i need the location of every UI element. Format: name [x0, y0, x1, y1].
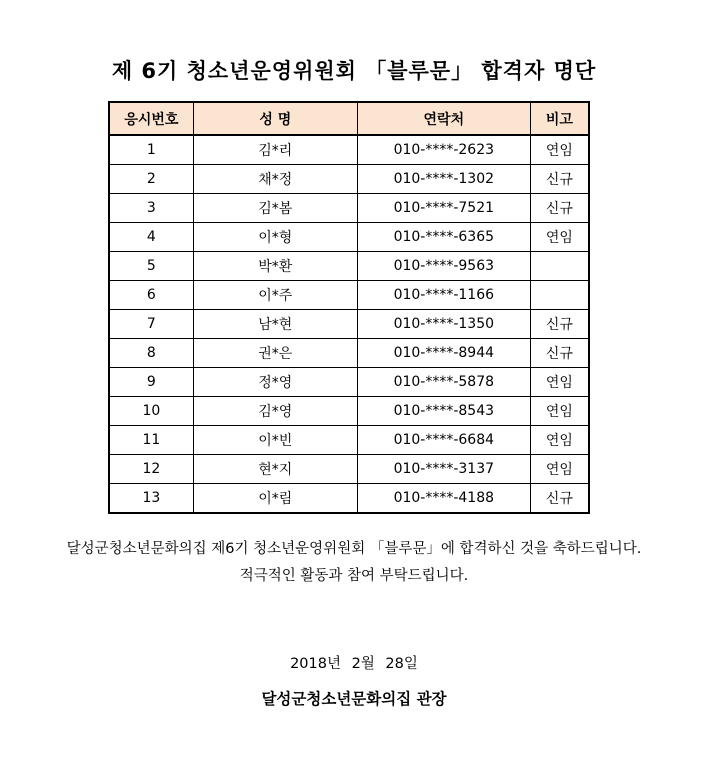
- cell-contact: 010-****-4188: [357, 484, 530, 514]
- cell-note: [530, 252, 589, 281]
- cell-contact: 010-****-6365: [357, 223, 530, 252]
- cell-name: 박*환: [193, 252, 357, 281]
- cell-note: 연임: [530, 135, 589, 165]
- header-contact: 연락처: [357, 102, 530, 135]
- message-line-1: 달성군청소년문화의집 제6기 청소년운영위원회 「블루문」에 합격하신 것을 축하드립니다.: [66, 541, 642, 557]
- cell-contact: 010-****-7521: [357, 194, 530, 223]
- message-line-2: 적극적인 활동과 참여 부탁드립니다.: [239, 568, 469, 584]
- issue-date: 2018년 2월 28일: [290, 656, 418, 672]
- cell-note: 신규: [530, 194, 589, 223]
- table-row: [109, 339, 589, 368]
- cell-exam-number: 10: [109, 397, 193, 426]
- cell-exam-number: 12: [109, 455, 193, 484]
- table-row: [109, 281, 589, 310]
- cell-note: 신규: [530, 310, 589, 339]
- table-row: [109, 223, 589, 252]
- header-name: 성 명: [193, 102, 357, 135]
- cell-contact: 010-****-5878: [357, 368, 530, 397]
- roster-table: [108, 101, 590, 514]
- table-row: [109, 194, 589, 223]
- cell-name: 채*정: [193, 165, 357, 194]
- cell-note: 연임: [530, 223, 589, 252]
- cell-contact: 010-****-9563: [357, 252, 530, 281]
- table-row: [109, 252, 589, 281]
- cell-name: 김*리: [193, 135, 357, 165]
- table-row: [109, 165, 589, 194]
- table-row: [109, 310, 589, 339]
- table-row: [109, 135, 589, 165]
- cell-exam-number: 1: [109, 135, 193, 165]
- table-row: [109, 484, 589, 514]
- cell-note: 연임: [530, 397, 589, 426]
- cell-exam-number: 5: [109, 252, 193, 281]
- cell-name: 김*봄: [193, 194, 357, 223]
- cell-exam-number: 2: [109, 165, 193, 194]
- cell-exam-number: 6: [109, 281, 193, 310]
- cell-name: 이*빈: [193, 426, 357, 455]
- table-header-row: [109, 102, 589, 135]
- table-row: [109, 455, 589, 484]
- issuer-signature: 달성군청소년문화의집 관장: [261, 690, 447, 708]
- cell-exam-number: 11: [109, 426, 193, 455]
- cell-name: 현*지: [193, 455, 357, 484]
- cell-contact: 010-****-1166: [357, 281, 530, 310]
- cell-exam-number: 7: [109, 310, 193, 339]
- cell-note: 신규: [530, 165, 589, 194]
- cell-name: 권*은: [193, 339, 357, 368]
- cell-name: 이*주: [193, 281, 357, 310]
- cell-note: 신규: [530, 484, 589, 514]
- cell-contact: 010-****-1350: [357, 310, 530, 339]
- cell-exam-number: 3: [109, 194, 193, 223]
- congratulation-message: [0, 536, 708, 590]
- cell-contact: 010-****-2623: [357, 135, 530, 165]
- table-row: [109, 426, 589, 455]
- cell-name: 이*림: [193, 484, 357, 514]
- header-exam-number: 응시번호: [109, 102, 193, 135]
- cell-contact: 010-****-1302: [357, 165, 530, 194]
- cell-note: 연임: [530, 426, 589, 455]
- cell-exam-number: 13: [109, 484, 193, 514]
- cell-name: 김*영: [193, 397, 357, 426]
- cell-name: 남*현: [193, 310, 357, 339]
- cell-name: 정*영: [193, 368, 357, 397]
- table-row: [109, 397, 589, 426]
- cell-exam-number: 4: [109, 223, 193, 252]
- cell-note: 신규: [530, 339, 589, 368]
- cell-note: 연임: [530, 455, 589, 484]
- cell-contact: 010-****-3137: [357, 455, 530, 484]
- cell-exam-number: 9: [109, 368, 193, 397]
- cell-name: 이*형: [193, 223, 357, 252]
- cell-contact: 010-****-8543: [357, 397, 530, 426]
- cell-note: [530, 281, 589, 310]
- cell-note: 연임: [530, 368, 589, 397]
- header-note: 비고: [530, 102, 589, 135]
- page-title: 제 6기 청소년운영위원회 「블루문」 합격자 명단: [111, 59, 597, 83]
- cell-contact: 010-****-8944: [357, 339, 530, 368]
- table-row: [109, 368, 589, 397]
- cell-exam-number: 8: [109, 339, 193, 368]
- cell-contact: 010-****-6684: [357, 426, 530, 455]
